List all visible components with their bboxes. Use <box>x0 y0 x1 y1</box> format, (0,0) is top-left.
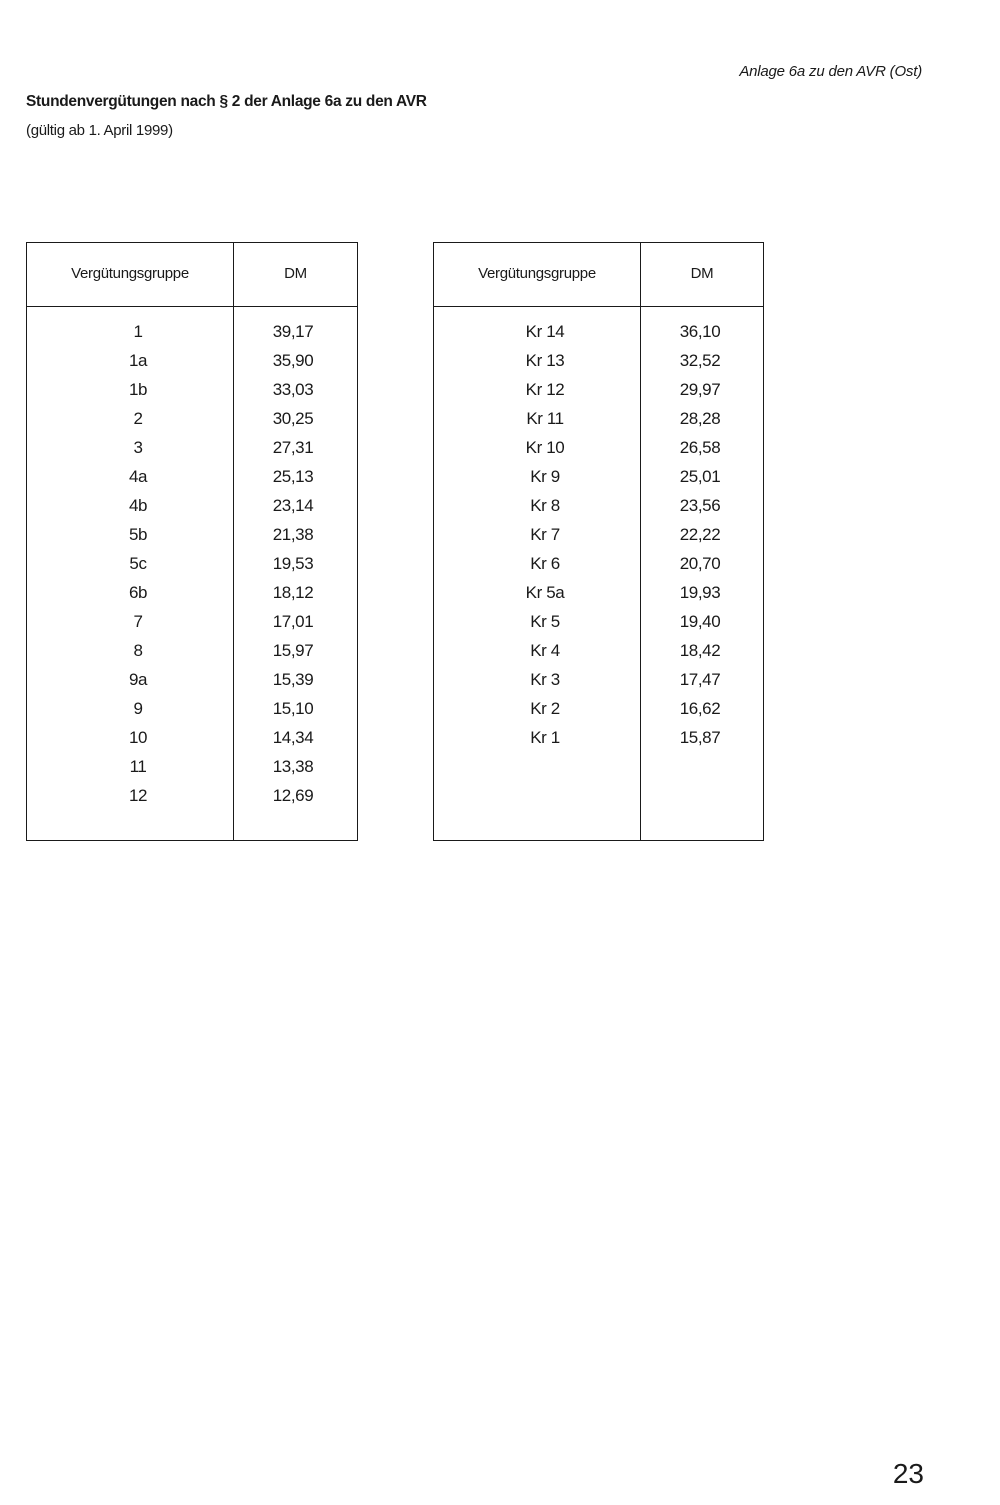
cell-group: Kr 2 <box>530 699 560 718</box>
cell-amount: 22,22 <box>679 525 721 544</box>
column-header-amount: DM <box>284 265 307 282</box>
cell-amount: 18,42 <box>679 641 721 660</box>
pay-table-general <box>26 242 358 841</box>
cell-group: 8 <box>133 641 143 660</box>
table-row <box>27 612 357 641</box>
cell-amount: 33,03 <box>272 380 314 399</box>
table-row <box>434 409 763 438</box>
cell-amount: 13,38 <box>272 757 314 776</box>
cell-group: 5c <box>129 554 147 573</box>
cell-amount: 36,10 <box>679 322 721 341</box>
cell-amount: 26,58 <box>679 438 721 457</box>
cell-amount: 39,17 <box>272 322 314 341</box>
cell-group: Kr 6 <box>530 554 560 573</box>
column-header-group: Vergütungsgruppe <box>71 265 189 282</box>
cell-group: 3 <box>133 438 143 457</box>
cell-amount: 30,25 <box>272 409 314 428</box>
cell-amount: 17,47 <box>679 670 721 689</box>
table-row <box>434 554 763 583</box>
cell-amount: 27,31 <box>272 438 314 457</box>
cell-group: 9 <box>133 699 143 718</box>
table-row <box>27 699 357 728</box>
cell-group: Kr 11 <box>526 409 564 428</box>
cell-amount: 19,40 <box>679 612 721 631</box>
table-row <box>434 438 763 467</box>
cell-group: Kr 1 <box>530 728 560 747</box>
table-row <box>27 467 357 496</box>
table-row <box>27 351 357 380</box>
table-row <box>434 641 763 670</box>
table-row <box>27 757 357 786</box>
cell-group: 2 <box>133 409 143 428</box>
table-row <box>434 380 763 409</box>
cell-group: 1b <box>128 380 148 399</box>
table-row <box>27 525 357 554</box>
cell-group: 9a <box>128 670 148 689</box>
cell-group: Kr 12 <box>525 380 565 399</box>
cell-amount: 28,28 <box>679 409 721 428</box>
table-row <box>434 496 763 525</box>
cell-amount: 17,01 <box>272 612 314 631</box>
cell-group: 4b <box>128 496 148 515</box>
cell-group: Kr 5a <box>525 583 565 602</box>
cell-group: Kr 4 <box>530 641 560 660</box>
cell-amount: 19,93 <box>679 583 721 602</box>
cell-amount: 23,14 <box>272 496 314 515</box>
cell-amount: 35,90 <box>272 351 314 370</box>
cell-amount: 25,13 <box>272 467 314 486</box>
cell-amount: 23,56 <box>679 496 721 515</box>
table-row <box>27 380 357 409</box>
cell-amount: 32,52 <box>679 351 721 370</box>
cell-amount: 19,53 <box>272 554 314 573</box>
table-row <box>434 525 763 554</box>
cell-group: Kr 5 <box>530 612 560 631</box>
table-header-row <box>27 243 357 307</box>
cell-amount: 20,70 <box>679 554 721 573</box>
running-header: Anlage 6a zu den AVR (Ost) <box>739 63 922 80</box>
cell-amount: 25,01 <box>679 467 721 486</box>
cell-amount: 15,97 <box>272 641 314 660</box>
table-header-row <box>434 243 763 307</box>
cell-amount: 12,69 <box>272 786 314 805</box>
table-row <box>27 554 357 583</box>
cell-group: 12 <box>128 786 148 805</box>
column-header-amount: DM <box>690 265 714 282</box>
cell-group: 5b <box>128 525 148 544</box>
document-title: Stundenvergütungen nach § 2 der Anlage 6a zu den AVR <box>26 93 427 110</box>
table-row <box>434 699 763 728</box>
column-header-group: Vergütungsgruppe <box>478 265 596 282</box>
table-row <box>27 786 357 815</box>
table-row <box>27 641 357 670</box>
cell-amount: 21,38 <box>272 525 314 544</box>
cell-group: Kr 9 <box>530 467 560 486</box>
cell-group: Kr 8 <box>530 496 560 515</box>
cell-group: Kr 13 <box>525 351 565 370</box>
table-row <box>434 583 763 612</box>
document-subtitle: (gültig ab 1. April 1999) <box>26 122 173 139</box>
table-body <box>434 322 763 757</box>
cell-amount: 16,62 <box>679 699 721 718</box>
table-row <box>434 612 763 641</box>
cell-group: 1a <box>128 351 148 370</box>
table-row <box>27 670 357 699</box>
cell-amount: 18,12 <box>272 583 314 602</box>
table-row <box>434 351 763 380</box>
cell-amount: 29,97 <box>679 380 721 399</box>
cell-group: 4a <box>128 467 148 486</box>
cell-group: 7 <box>133 612 143 631</box>
cell-group: 11 <box>129 757 147 776</box>
table-row <box>27 409 357 438</box>
cell-amount: 14,34 <box>272 728 314 747</box>
table-row <box>434 728 763 757</box>
page-number: 23 <box>892 1458 924 1489</box>
cell-group: Kr 14 <box>525 322 565 341</box>
table-row <box>27 728 357 757</box>
table-body <box>27 322 357 815</box>
table-row <box>27 322 357 351</box>
cell-group: Kr 10 <box>525 438 565 457</box>
pay-table-nursing <box>433 242 764 841</box>
table-row <box>27 583 357 612</box>
cell-amount: 15,10 <box>272 699 314 718</box>
cell-group: 1 <box>133 322 143 341</box>
cell-amount: 15,39 <box>272 670 314 689</box>
cell-group: Kr 7 <box>530 525 560 544</box>
cell-amount: 15,87 <box>679 728 721 747</box>
cell-group: 10 <box>128 728 148 747</box>
table-row <box>434 467 763 496</box>
table-row <box>27 438 357 467</box>
cell-group: Kr 3 <box>530 670 560 689</box>
cell-group: 6b <box>128 583 148 602</box>
table-row <box>434 670 763 699</box>
table-row <box>27 496 357 525</box>
table-row <box>434 322 763 351</box>
